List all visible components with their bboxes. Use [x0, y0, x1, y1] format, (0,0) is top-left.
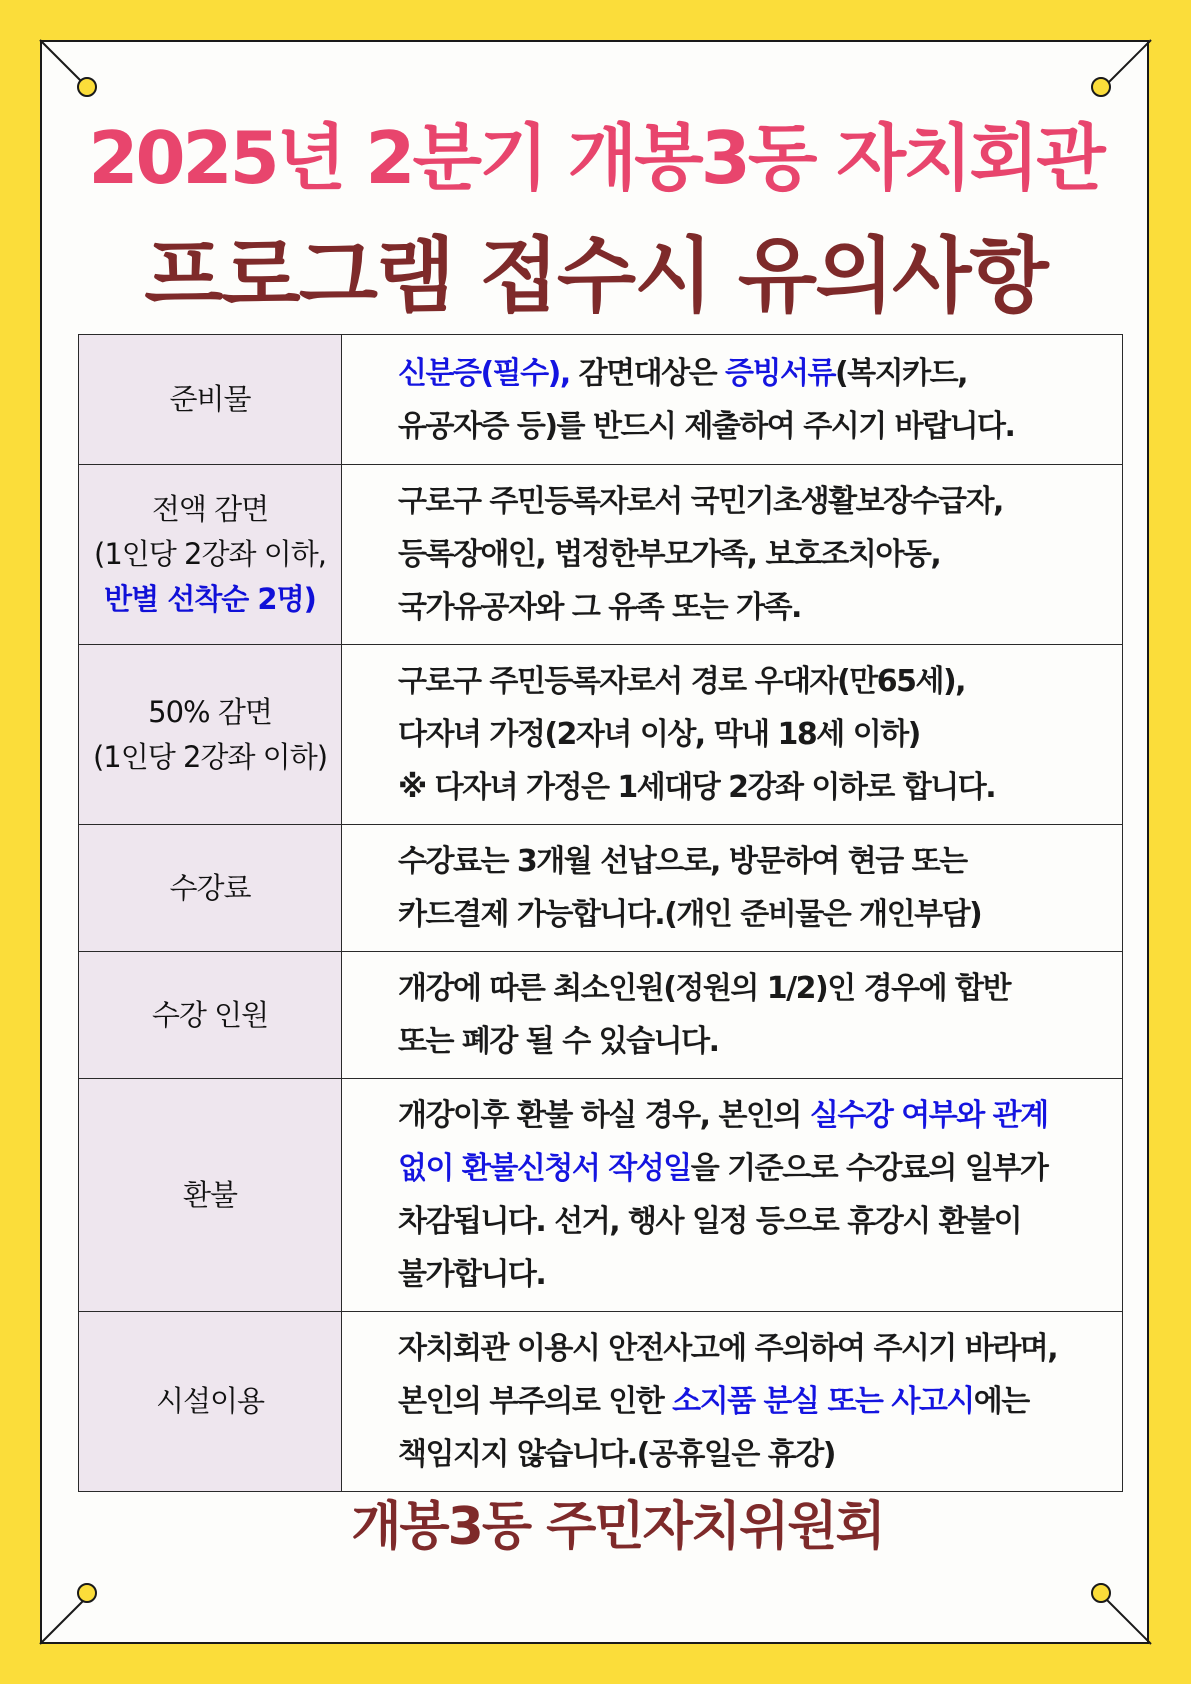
description-text: 국가유공자와 그 유족 또는 가족.: [398, 590, 801, 625]
description-text: (복지카드,: [834, 355, 967, 391]
description-line: [398, 708, 1116, 761]
description-text: 에는: [973, 1384, 1029, 1419]
highlighted-text: 실수강 여부와 관계: [809, 1098, 1048, 1133]
table-row-facility: [79, 1312, 1123, 1492]
description-line: [398, 655, 1116, 708]
row-label-line: 시설이용: [155, 1384, 265, 1418]
description-text: 책임지지 않습니다.(공휴일은 휴강): [398, 1437, 835, 1472]
row-label-line: (1인당 2강좌 이하): [92, 739, 328, 774]
description-text: 차감됩니다. 선거, 행사 일정 등으로 휴강시 환불이: [398, 1204, 1022, 1239]
row-label-line: 50% 감면: [148, 694, 272, 729]
description-line: [398, 475, 1116, 528]
row-label-line: 준비물: [169, 382, 251, 416]
description-text: 다자녀 가정(2자녀 이상, 막내 18세 이하): [398, 717, 920, 752]
row-label: [79, 335, 342, 465]
description-line: [398, 761, 1116, 814]
description-text: 구로구 주민등록자로서 국민기초생활보장수급자,: [398, 484, 1003, 519]
description-line: [398, 581, 1116, 634]
table-row-refund: [79, 1079, 1123, 1312]
description-text: 감면대상은: [569, 355, 726, 391]
row-label-line: 수강 인원: [151, 997, 269, 1032]
table-row-tuition: [79, 825, 1123, 952]
row-label-line: 반별 선착순 2명): [104, 582, 316, 616]
highlighted-text: 신분증(필수),: [398, 355, 570, 391]
description-line: [398, 1142, 1116, 1195]
row-label-line: (1인당 2강좌 이하,: [94, 537, 326, 571]
description-text: 구로구 주민등록자로서 경로 우대자(만65세),: [398, 664, 966, 699]
description-text: 자치회관 이용시 안전사고에 주의하여 주시기 바라며,: [398, 1331, 1058, 1366]
description-line: [398, 528, 1116, 581]
description-text: 카드결제 가능합니다.(개인 준비물은 개인부담): [398, 897, 982, 932]
description-text: 을 기준으로 수강료의 일부가: [690, 1151, 1048, 1186]
row-label-line: 전액 감면: [151, 492, 269, 526]
grommet-bottom-left-icon: [77, 1583, 97, 1603]
description-text: 불가합니다.: [398, 1257, 546, 1292]
footer-organization: 개봉3동 주민자치위원회: [351, 1497, 884, 1557]
row-label: [79, 465, 342, 645]
row-description: [342, 1079, 1123, 1312]
grommet-bottom-right-icon: [1091, 1583, 1111, 1603]
row-description: [342, 825, 1123, 952]
highlighted-text: 없이 환불신청서 작성일: [398, 1151, 691, 1186]
row-label: [79, 1079, 342, 1312]
row-description: [342, 335, 1123, 465]
description-text: 또는 폐강 될 수 있습니다.: [398, 1024, 719, 1059]
description-line: [398, 888, 1116, 941]
row-description: [342, 465, 1123, 645]
description-line: [398, 400, 1116, 453]
table-row-enrollment: [79, 952, 1123, 1079]
description-line: [398, 835, 1116, 888]
row-description: [342, 645, 1123, 825]
table-row-half-exemption: [79, 645, 1123, 825]
description-text: 유공자증 등)를 반드시 제출하여 주시기 바랍니다.: [398, 408, 1015, 444]
description-text: 개강이후 환불 하실 경우, 본인의: [398, 1098, 810, 1133]
highlighted-text: 증빙서류: [725, 355, 835, 391]
description-line: [398, 962, 1116, 1015]
row-description: [342, 1312, 1123, 1492]
row-label: [79, 952, 342, 1079]
row-description: [342, 952, 1123, 1079]
description-text: ※ 다자녀 가정은 1세대당 2강좌 이하로 합니다.: [398, 770, 996, 805]
title-quarter: 2025년 2분기 개봉3동 자치회관: [88, 116, 1103, 200]
description-line: [398, 1428, 1116, 1481]
description-line: [398, 1322, 1116, 1375]
description-text: 본인의 부주의로 인한: [398, 1384, 673, 1419]
description-line: [398, 1089, 1116, 1142]
description-text: 개강에 따른 최소인원(정원의 1/2)인 경우에 합반: [398, 971, 1010, 1006]
row-label-line: 수강료: [169, 870, 251, 905]
description-line: [398, 1248, 1116, 1301]
description-line: [398, 1195, 1116, 1248]
description-text: 등록장애인, 법정한부모가족, 보호조치아동,: [398, 537, 941, 572]
row-label: [79, 825, 342, 952]
row-label: [79, 1312, 342, 1492]
grommet-top-right-icon: [1091, 77, 1111, 97]
description-line: [398, 1015, 1116, 1068]
row-label: [79, 645, 342, 825]
table-row-full-exemption: [79, 465, 1123, 645]
highlighted-text: 소지품 분실 또는 사고시: [672, 1384, 974, 1419]
table-row-preparation: [79, 335, 1123, 465]
description-line: [398, 1375, 1116, 1428]
description-line: [398, 347, 1116, 400]
description-text: 수강료는 3개월 선납으로, 방문하여 현금 또는: [398, 844, 967, 879]
title-notice: 프로그램 접수시 유의사항: [144, 229, 1047, 324]
row-label-line: 환불: [182, 1177, 238, 1212]
notice-table: [78, 334, 1123, 1492]
grommet-top-left-icon: [77, 77, 97, 97]
